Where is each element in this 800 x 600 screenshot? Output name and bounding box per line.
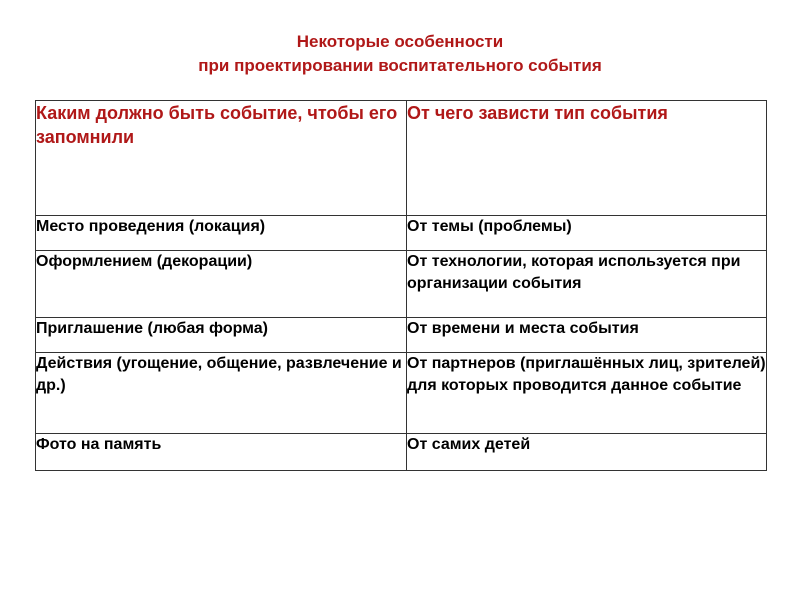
cell-text: От самих детей <box>407 436 531 453</box>
cell-text: Действия (угощение, общение, развлечение и др.) <box>36 355 402 394</box>
cell-text: Приглашение (любая форма) <box>36 320 268 337</box>
header-text: Каким должно быть событие, чтобы его запомнили <box>36 103 398 147</box>
cell-text: Оформлением (декорации) <box>36 253 253 270</box>
table-cell-left <box>36 251 407 318</box>
table-cell-right <box>407 318 767 353</box>
cell-text: От темы (проблемы) <box>407 218 572 235</box>
table-row <box>36 318 767 353</box>
header-cell-event-type-depends <box>407 101 767 216</box>
table-cell-right <box>407 434 767 471</box>
table-header-row <box>36 101 767 216</box>
slide-title-line-2: при проектировании воспитательного события <box>198 56 602 75</box>
table-cell-right <box>407 216 767 251</box>
table-row <box>36 251 767 318</box>
table-cell-right <box>407 353 767 434</box>
table-cell-left <box>36 353 407 434</box>
table-cell-left <box>36 318 407 353</box>
table-row <box>36 434 767 471</box>
table-cell-right <box>407 251 767 318</box>
cell-text: Место проведения (локация) <box>36 218 266 235</box>
header-text: От чего зависти тип события <box>407 103 668 123</box>
table-cell-left <box>36 216 407 251</box>
table-row <box>36 216 767 251</box>
table-row <box>36 353 767 434</box>
slide-title <box>0 30 800 78</box>
header-cell-memorable-event <box>36 101 407 216</box>
cell-text: Фото на память <box>36 436 162 453</box>
cell-text: От времени и места события <box>407 320 639 337</box>
slide-title-line-1: Некоторые особенности <box>296 32 504 51</box>
table-cell-left <box>36 434 407 471</box>
features-table <box>35 100 767 471</box>
cell-text: От партнеров (приглашённых лиц, зрителей) для которых проводится данное событие <box>407 355 766 394</box>
cell-text: От технологии, которая используется при организации события <box>407 253 741 292</box>
